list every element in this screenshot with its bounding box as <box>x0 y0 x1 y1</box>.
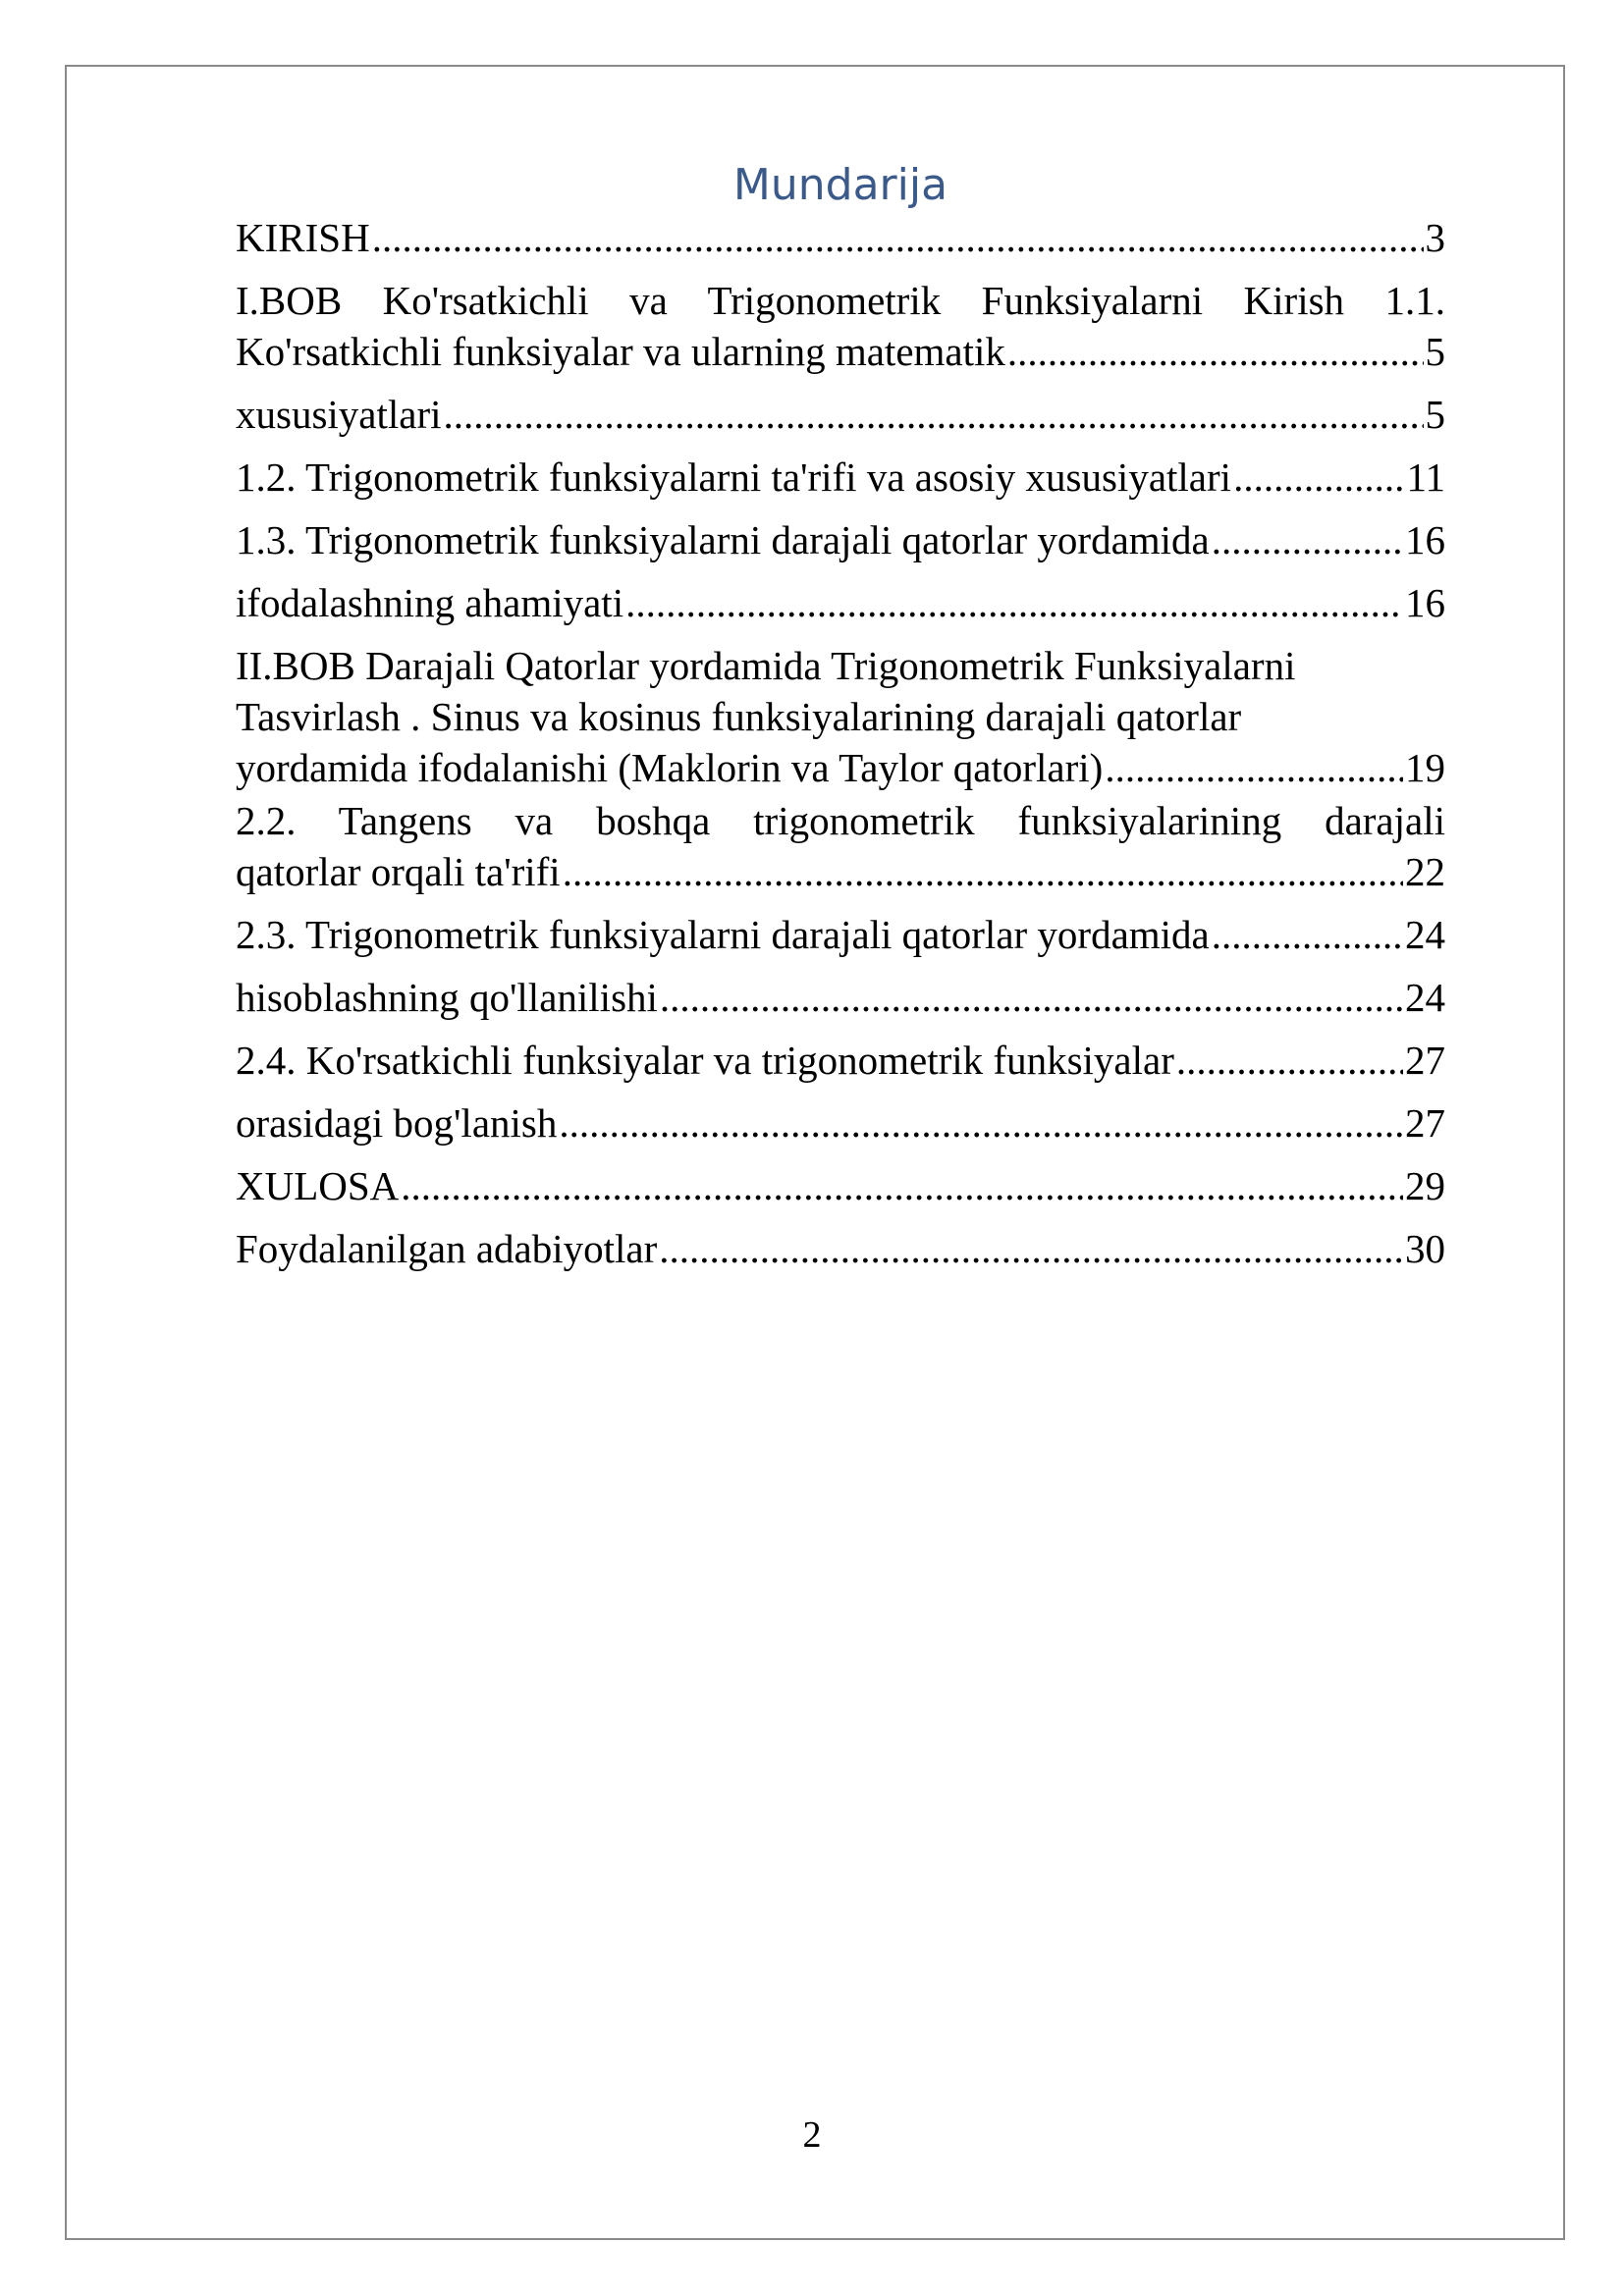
toc-entry-text: Foydalanilgan adabiyotlar <box>236 1226 658 1271</box>
toc-entry-text: 2.4. Ko'rsatkichli funksiyalar va trigonometrik funksiyalar <box>236 1038 1174 1083</box>
toc-entry-hisoblashning[interactable] <box>236 972 1445 1023</box>
toc-entry-xulosa[interactable] <box>236 1160 1445 1211</box>
dot-leader <box>444 389 1424 440</box>
toc-entry-text: ifodalashning ahamiyati <box>236 580 624 625</box>
toc-page-number: 24 <box>1405 912 1445 957</box>
page-number: 2 <box>802 2114 822 2156</box>
toc-entry-2-2[interactable] <box>236 795 1445 897</box>
toc-page-number: 5 <box>1425 329 1445 374</box>
toc-entry-2-4[interactable] <box>236 1035 1445 1086</box>
toc-entry-text: Ko'rsatkichli funksiyalar va ularning matematik <box>236 329 1005 374</box>
toc-entry-ifodalashning[interactable] <box>236 577 1445 628</box>
toc-entry-text-line: Tasvirlash . Sinus va kosinus funksiyalarining darajali qatorlar <box>236 694 1242 739</box>
dot-leader <box>559 1097 1403 1148</box>
toc-entry-text: 1.2. Trigonometrik funksiyalarni ta'rifi va asosiy xususiyatlari <box>236 454 1232 500</box>
toc-entry-text: 2.3. Trigonometrik funksiyalarni darajali qatorlar yordamida <box>236 912 1210 957</box>
table-of-contents <box>236 212 1445 1286</box>
toc-page-number: 22 <box>1405 849 1445 894</box>
toc-page-number: 3 <box>1425 215 1445 260</box>
toc-entry-xususiyatlari[interactable] <box>236 389 1445 440</box>
dot-leader <box>1105 742 1403 793</box>
toc-page-number: 27 <box>1405 1038 1445 1083</box>
toc-page-number: 11 <box>1406 454 1445 500</box>
dot-leader <box>660 972 1403 1023</box>
toc-entry-text: XULOSA <box>236 1163 400 1208</box>
toc-entry-orasidagi[interactable] <box>236 1097 1445 1148</box>
toc-entry-text: hisoblashning qo'llanilishi <box>236 975 658 1020</box>
toc-entry-kirish[interactable] <box>236 212 1445 263</box>
dot-leader <box>401 1160 1403 1211</box>
dot-leader <box>372 212 1424 263</box>
toc-entry-2-3[interactable] <box>236 909 1445 960</box>
toc-entry-text: xususiyatlari <box>236 392 442 437</box>
toc-entry-chapter-2[interactable] <box>236 640 1445 793</box>
toc-entry-text-line: 2.2. Tangens va boshqa trigonometrik funksiyalarining darajali <box>236 798 1445 843</box>
toc-page-number: 27 <box>1405 1100 1445 1146</box>
toc-entry-text-line: I.BOB Ko'rsatkichli va Trigonometrik Funksiyalarni Kirish 1.1. <box>236 278 1445 323</box>
dot-leader <box>1233 452 1404 503</box>
dot-leader <box>1212 909 1403 960</box>
toc-entry-text: qatorlar orqali ta'rifi <box>236 849 561 894</box>
toc-page-number: 29 <box>1405 1163 1445 1208</box>
dot-leader <box>659 1223 1403 1274</box>
toc-entry-text: KIRISH <box>236 215 370 260</box>
dot-leader <box>1176 1035 1403 1086</box>
dot-leader <box>563 846 1403 897</box>
dot-leader <box>1007 326 1424 377</box>
toc-entry-adabiyotlar[interactable] <box>236 1223 1445 1274</box>
toc-title: Mundarija <box>732 160 948 210</box>
toc-entry-1-3[interactable] <box>236 514 1445 565</box>
toc-page-number: 30 <box>1405 1226 1445 1271</box>
toc-page-number: 16 <box>1405 580 1445 625</box>
toc-entry-text: 1.3. Trigonometrik funksiyalarni darajali qatorlar yordamida <box>236 517 1210 562</box>
toc-entry-chapter-1[interactable] <box>236 275 1445 377</box>
dot-leader <box>1212 514 1403 565</box>
toc-entry-text: orasidagi bog'lanish <box>236 1100 558 1146</box>
dot-leader <box>625 577 1403 628</box>
toc-page-number: 19 <box>1405 745 1445 790</box>
toc-entry-text: yordamida ifodalanishi (Maklorin va Taylor qatorlari) <box>236 745 1104 790</box>
toc-page-number: 24 <box>1405 975 1445 1020</box>
toc-page-number: 16 <box>1405 517 1445 562</box>
toc-entry-1-2[interactable] <box>236 452 1445 503</box>
toc-entry-text-line: II.BOB Darajali Qatorlar yordamida Trigonometrik Funksiyalarni <box>236 643 1296 688</box>
toc-page-number: 5 <box>1425 392 1445 437</box>
